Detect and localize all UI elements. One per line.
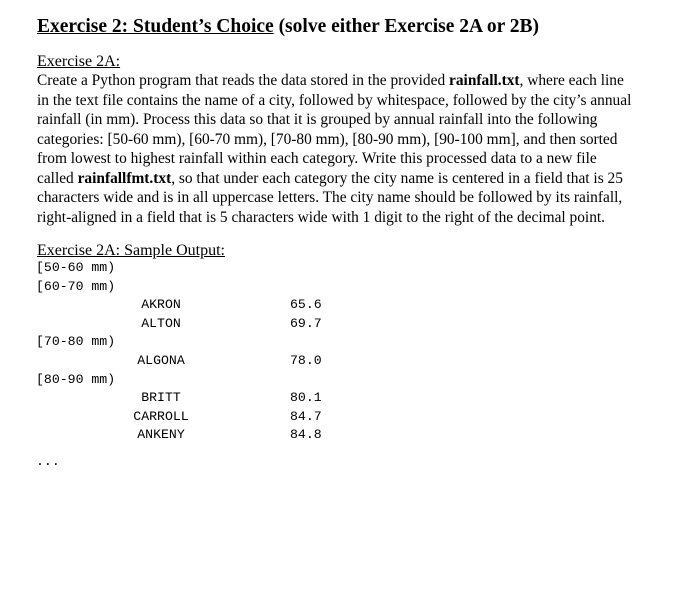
category-label: [80-90 mm) <box>36 371 116 387</box>
paragraph-text: called <box>37 169 78 187</box>
title-rest: (solve either Exercise 2A or 2B) <box>273 16 540 37</box>
sample-output-heading: Exercise 2A: Sample Output: <box>37 242 225 259</box>
page-title <box>37 16 539 38</box>
city-name: ANKENY <box>137 427 185 443</box>
rainfall-value: 84.7 <box>290 408 322 424</box>
paragraph-line <box>37 188 677 208</box>
paragraph-line <box>37 71 677 91</box>
city-name: CARROLL <box>133 408 189 424</box>
paragraph-text: , so that under each category the city name is centered in a field that is 25 <box>171 169 623 187</box>
city-name: ALTON <box>141 315 181 331</box>
paragraph-line <box>37 91 677 111</box>
exercise-heading: Exercise 2A: <box>37 53 121 70</box>
title-main: Exercise 2: Student’s Choice <box>37 16 274 37</box>
continuation-ellipsis: ... <box>36 454 60 470</box>
paragraph-line <box>37 110 677 130</box>
paragraph-text: rainfall (in mm). Process this data so that it is grouped by annual rainfall into the following <box>37 111 598 128</box>
paragraph-text: characters wide and is in all uppercase letters. The city name should be followed by its rainfall, <box>37 189 623 206</box>
city-name: AKRON <box>141 297 181 313</box>
paragraph-text: from lowest to highest rainfall within each category. Write this processed data to a new file <box>37 150 597 167</box>
rainfall-value: 80.1 <box>290 390 322 406</box>
category-label: [70-80 mm) <box>36 334 116 350</box>
rainfall-value: 65.6 <box>290 297 322 313</box>
paragraph-text: in the text file contains the name of a city, followed by whitespace, followed by the city’s annual <box>37 91 632 109</box>
city-name: ALGONA <box>137 353 185 368</box>
paragraph-text: categories: [50-60 mm), [60-70 mm), [70-80 mm), [80-90 mm), [90-100 mm], and then sorted <box>37 130 618 148</box>
paragraph-text: right-aligned in a field that is 5 characters wide with 1 digit to the right of the decimal point. <box>37 208 606 226</box>
paragraph-line <box>37 169 677 189</box>
paragraph-line <box>37 208 677 228</box>
paragraph-text: , where each line <box>519 72 624 89</box>
category-label: [60-70 mm) <box>36 278 116 294</box>
city-name: BRITT <box>141 390 181 406</box>
paragraph-text: Create a Python program that reads the data stored in the provided <box>37 72 450 89</box>
filename-text: rainfallfmt.txt <box>77 169 172 187</box>
filename-text: rainfall.txt <box>449 72 520 89</box>
paragraph-line <box>37 130 677 150</box>
rainfall-value: 69.7 <box>290 315 322 331</box>
rainfall-value: 84.8 <box>290 427 322 443</box>
exercise-description <box>37 71 677 227</box>
paragraph-line <box>37 149 677 169</box>
rainfall-value: 78.0 <box>290 353 322 368</box>
category-label: [50-60 mm) <box>36 260 116 275</box>
